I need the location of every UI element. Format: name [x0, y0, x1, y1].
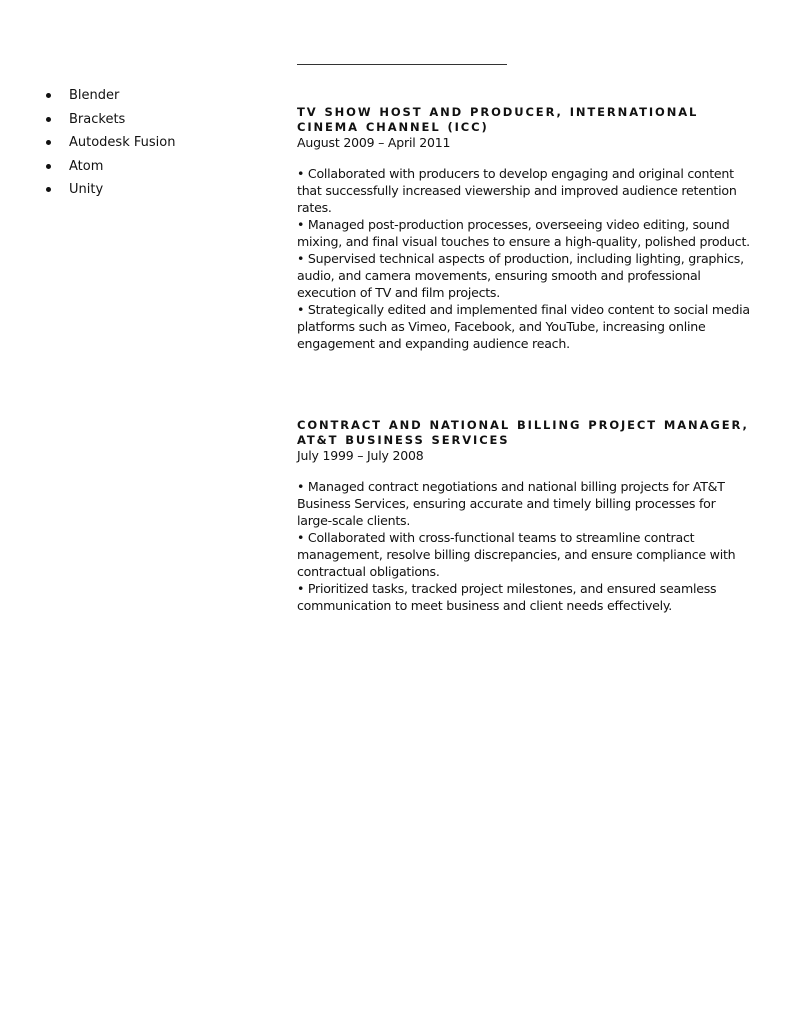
job-bullet: • Managed post-production processes, overseeing video editing, sound mixing, and final visual touches to ensure a high-quality, polished product. [297, 217, 750, 249]
skill-item [46, 133, 175, 157]
skill-label: Atom [69, 158, 104, 174]
job-dates: August 2009 – April 2011 [297, 135, 451, 150]
bullet-icon [46, 93, 51, 98]
skill-item [46, 110, 175, 134]
skill-item [46, 180, 175, 204]
skill-label: Autodesk Fusion [69, 135, 176, 150]
skill-label: Unity [69, 182, 104, 197]
skills-list [46, 86, 175, 204]
skill-item [46, 86, 175, 110]
job-bullet: • Prioritized tasks, tracked project milestones, and ensured seamless communication to meet business and client needs effectively. [297, 581, 717, 613]
job-dates: July 1999 – July 2008 [297, 448, 424, 463]
job-bullet: • Collaborated with producers to develop engaging and original content that successfully increased viewership and improved audience retention rates. [297, 166, 737, 215]
skill-label: Brackets [69, 111, 126, 127]
experience-entry [297, 105, 752, 352]
job-title: CONTRACT AND NATIONAL BILLING PROJECT MANAGER, AT&T BUSINESS SERVICES [297, 418, 749, 447]
skill-label: Blender [69, 88, 120, 103]
job-bullet: • Supervised technical aspects of production, including lighting, graphics, audio, and camera movements, ensuring smooth and professional execution of TV and film projects. [297, 251, 744, 300]
bullet-icon [46, 164, 51, 169]
section-divider [297, 64, 507, 65]
bullet-icon [46, 117, 51, 122]
experience-entry [297, 418, 752, 614]
job-bullet: • Managed contract negotiations and national billing projects for AT&T Business Services, ensuring accurate and timely billing processes for large-scale clients. [297, 479, 725, 528]
job-title: TV SHOW HOST AND PRODUCER, INTERNATIONAL CINEMA CHANNEL (ICC) [297, 105, 699, 134]
skill-item [46, 157, 175, 181]
job-bullet: • Collaborated with cross-functional teams to streamline contract management, resolve billing discrepancies, and ensure compliance with contractual obligations. [297, 530, 736, 579]
bullet-icon [46, 140, 51, 145]
job-bullet: • Strategically edited and implemented final video content to social media platforms such as Vimeo, Facebook, and YouTube, increasing online engagement and expanding audience reach. [297, 302, 750, 351]
bullet-icon [46, 187, 51, 192]
